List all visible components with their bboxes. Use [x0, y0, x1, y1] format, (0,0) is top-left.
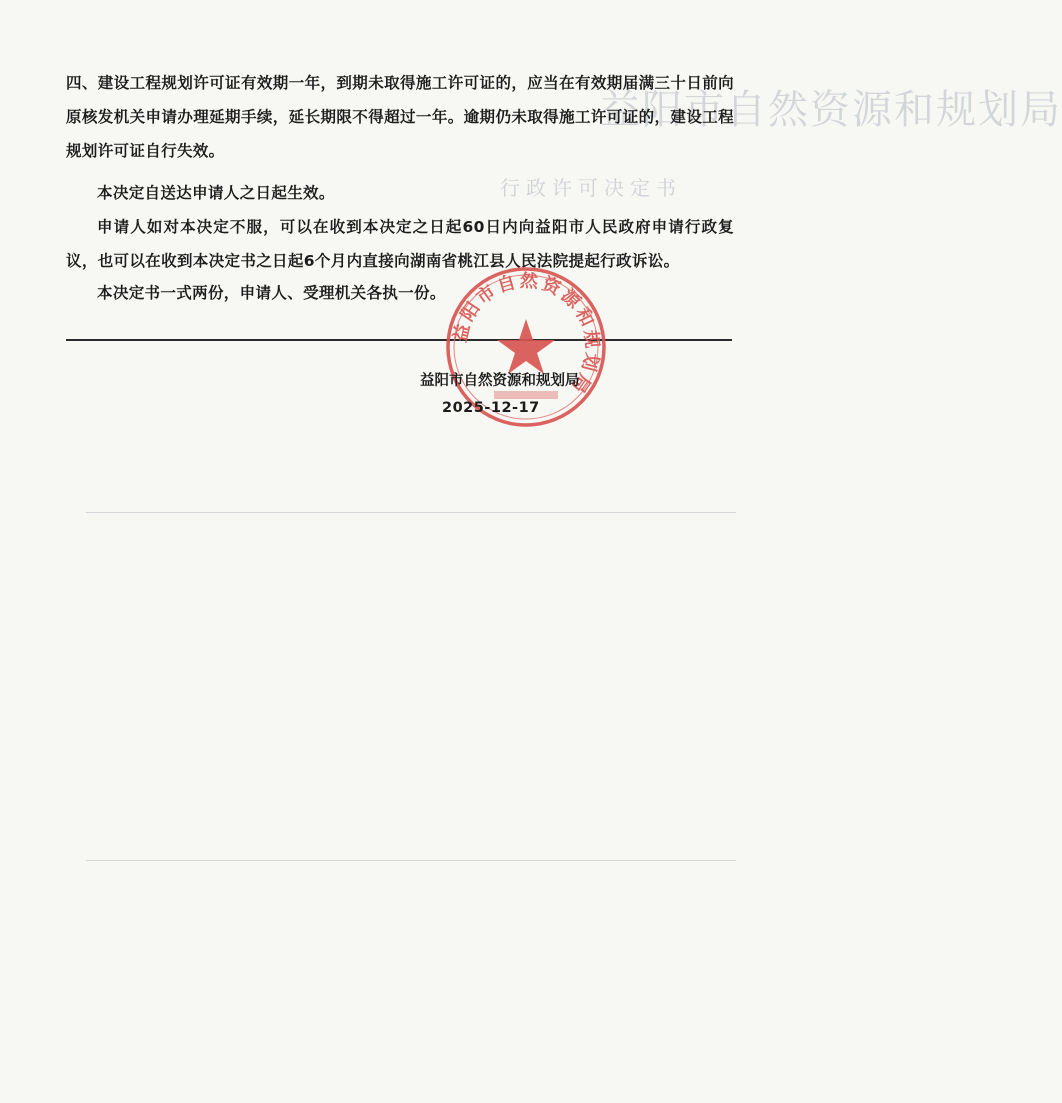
bleed-through-text: 益阳市自然资源和规划局 [600, 87, 1062, 133]
paragraph-effective-date: 本决定自送达申请人之日起生效。 [97, 184, 335, 202]
bleed-through-line [86, 860, 736, 861]
section-divider [66, 339, 732, 341]
paragraph-copies: 本决定书一式两份，申请人、受理机关各执一份。 [97, 284, 446, 302]
paragraph-permit-validity: 四、建设工程规划许可证有效期一年，到期未取得施工许可证的，应当在有效期届满三十日前向原核发机关申请办理延期手续，延长期限不得超过一年。逾期仍未取得施工许可证的，建设工程规划许可证自行失效。 [66, 74, 734, 160]
bleed-through-line [86, 512, 736, 513]
signature-date: 2025-12-17 [442, 400, 540, 416]
signature-organization: 益阳市自然资源和规划局 [420, 373, 580, 389]
paragraph-appeal-rights: 申请人如对本决定不服，可以在收到本决定之日起60日内向益阳市人民政府申请行政复议，也可以在收到本决定书之日起6个月内直接向湖南省桃江县人民法院提起行政诉讼。 [66, 218, 734, 270]
bleed-through-text: 行政许可决定书 [500, 176, 682, 200]
svg-text:益阳市自然资源和规划局: 益阳市自然资源和规划局 [449, 270, 603, 399]
